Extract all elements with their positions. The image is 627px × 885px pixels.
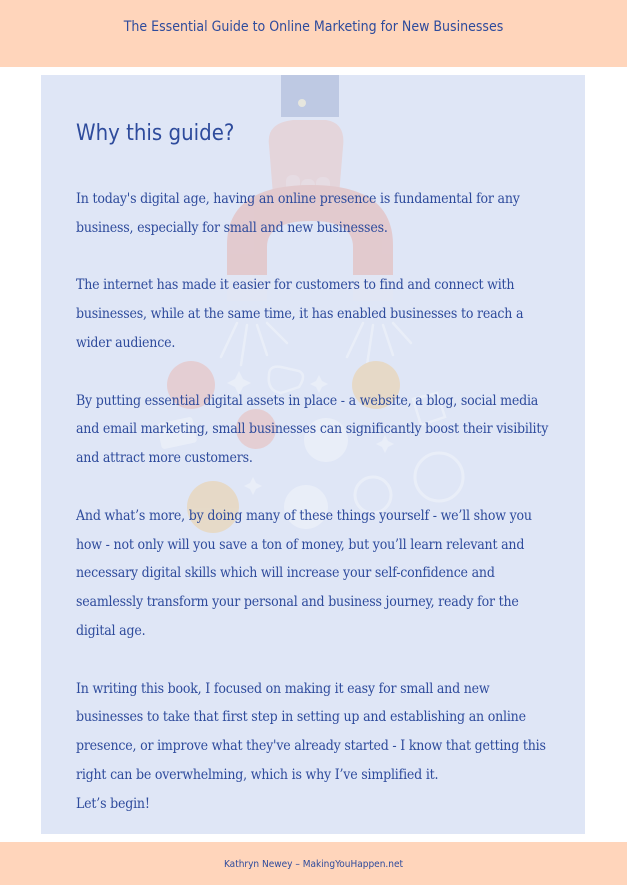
sleeve-shape xyxy=(281,75,339,117)
paragraph: By putting essential digital assets in place - a website, a blog, social media and email marketing, small businesses can significantly boost their visibility and attract more customers. xyxy=(76,392,549,467)
paragraph: In writing this book, I focused on making it easy for small and new businesses to take that first step in setting up and establishing an online presence, or improve what they've already started - I know that getting this right can be overwhelming, which is why I’ve simplified it. xyxy=(76,680,546,783)
guide-text xyxy=(76,119,551,819)
closing-line: Let’s begin! xyxy=(76,795,150,812)
paragraph: And what’s more, by doing many of these things yourself - we’ll show you how - not only will you save a ton of money, but you’ll learn relevant and necessary digital skills which will increase your self-confidence and seamlessly transform your personal and business journey, ready for the digital age. xyxy=(76,507,532,639)
paragraph: In today's digital age, having an online presence is fundamental for any business, especially for small and new businesses. xyxy=(76,191,520,236)
footer-credit: Kathryn Newey – MakingYouHappen.net xyxy=(223,859,404,870)
document-title: The Essential Guide to Online Marketing for New Businesses xyxy=(123,19,504,35)
sleeve-button xyxy=(298,99,306,107)
section-heading: Why this guide? xyxy=(76,121,235,146)
content-panel xyxy=(41,75,585,834)
paragraph: The internet has made it easier for customers to find and connect with businesses, while at the same time, it has enabled businesses to reach a wider audience. xyxy=(76,277,524,351)
